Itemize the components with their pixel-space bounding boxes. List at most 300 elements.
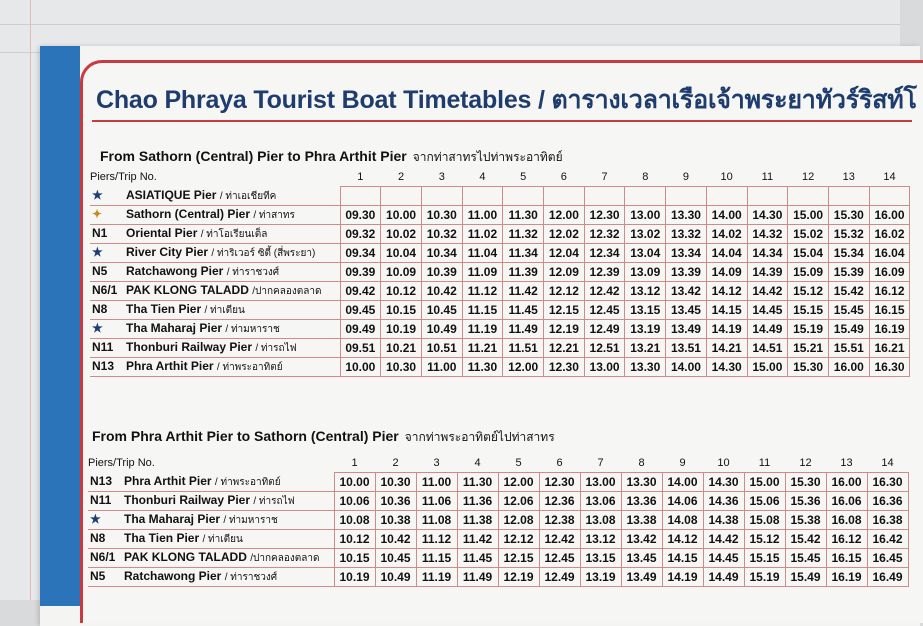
trip-number: 14	[881, 457, 894, 469]
departure-time: 11.30	[503, 206, 544, 225]
pier-cell	[90, 187, 340, 206]
departure-time: 14.19	[706, 320, 747, 339]
departure-time: 13.51	[666, 339, 707, 358]
departure-time: 12.02	[544, 225, 585, 244]
table-row	[90, 187, 910, 206]
pier-cell	[88, 492, 334, 511]
departure-time: 13.34	[666, 244, 707, 263]
departure-time: 16.12	[826, 530, 867, 549]
departure-time: 13.30	[666, 206, 707, 225]
departure-time: 12.00	[503, 358, 544, 377]
departure-time: 11.04	[462, 244, 503, 263]
departure-time: 10.00	[334, 473, 375, 492]
departure-time: 12.51	[584, 339, 625, 358]
pier-code: N6/1	[90, 550, 116, 564]
departure-time: 14.04	[706, 244, 747, 263]
departure-time: 15.30	[785, 473, 826, 492]
departure-time: 16.02	[869, 225, 910, 244]
header-label: Piers/Trip No.	[90, 171, 157, 184]
trip-number: 1	[357, 171, 364, 183]
pier-cell	[90, 282, 340, 301]
pier-name-thai: / ท่าสาทร	[253, 210, 295, 221]
departure-time: 14.12	[662, 530, 703, 549]
pier-name-thai: / ท่าราชวงศ์	[226, 267, 280, 278]
departure-time	[584, 187, 625, 206]
pier-name: Tha Maharaj Pier	[124, 512, 221, 526]
section1-title-en: From Sathorn (Central) Pier to Phra Arthit Pier	[100, 148, 407, 164]
departure-time: 10.08	[334, 511, 375, 530]
departure-time: 15.49	[828, 320, 869, 339]
section1-title	[100, 148, 563, 167]
departure-time	[625, 187, 666, 206]
pier-cell	[88, 473, 334, 492]
table-row	[88, 473, 908, 492]
departure-time: 12.39	[584, 263, 625, 282]
departure-time: 16.36	[867, 492, 908, 511]
departure-time: 15.36	[785, 492, 826, 511]
departure-time: 10.45	[421, 301, 462, 320]
departure-time: 15.09	[788, 263, 829, 282]
table-row	[90, 225, 910, 244]
trip-number: 4	[479, 171, 486, 183]
departure-time: 11.36	[457, 492, 498, 511]
departure-time: 11.51	[503, 339, 544, 358]
departure-time: 13.00	[580, 473, 621, 492]
star-icon: ★	[90, 512, 101, 526]
margin-line	[30, 0, 31, 600]
trip-number: 2	[397, 171, 405, 183]
departure-time: 12.08	[498, 511, 539, 530]
departure-time: 16.06	[826, 492, 867, 511]
departure-time	[747, 187, 788, 206]
pier-code: N5	[92, 264, 108, 278]
departure-time: 14.30	[703, 473, 744, 492]
pier-name: Phra Arthit Pier	[124, 473, 212, 488]
departure-time: 11.15	[416, 549, 457, 568]
star-icon: ★	[92, 187, 103, 202]
page-title: Chao Phraya Tourist Boat Timetables / ตารางเวลาเรือเจ้าพระยาทัวร์ริสท์โ	[96, 86, 917, 114]
departure-time: 13.02	[625, 225, 666, 244]
trip-number: 12	[801, 171, 815, 183]
trip-number: 1	[351, 457, 358, 469]
departure-time: 12.49	[584, 320, 625, 339]
table-row	[88, 492, 908, 511]
pier-name-thai: /ปากคลองตลาด	[250, 553, 320, 564]
departure-time: 14.12	[706, 282, 747, 301]
departure-time: 10.00	[340, 358, 381, 377]
departure-time: 12.32	[584, 225, 625, 244]
departure-time: 16.15	[826, 549, 867, 568]
departure-time: 11.49	[457, 568, 498, 587]
pier-cell	[90, 301, 340, 320]
departure-time: 11.00	[462, 206, 503, 225]
pier-name: Oriental Pier	[126, 226, 198, 240]
departure-time: 15.06	[744, 492, 785, 511]
departure-time	[340, 187, 381, 206]
departure-time: 12.04	[544, 244, 585, 263]
departure-time: 11.42	[457, 530, 498, 549]
pier-name: ASIATIQUE Pier	[126, 187, 217, 202]
departure-time: 09.45	[340, 301, 381, 320]
section2-title-en: From Phra Arthit Pier to Sathorn (Central) Pier	[92, 428, 399, 444]
departure-time: 14.42	[703, 530, 744, 549]
departure-time: 12.42	[584, 282, 625, 301]
departure-time: 13.00	[584, 358, 625, 377]
departure-time: 12.12	[498, 530, 539, 549]
departure-time: 14.02	[706, 225, 747, 244]
departure-time: 14.45	[703, 549, 744, 568]
departure-time: 14.49	[703, 568, 744, 587]
pier-cell	[88, 511, 334, 530]
departure-time: 13.21	[625, 339, 666, 358]
departure-time: 13.15	[625, 301, 666, 320]
departure-time: 15.21	[788, 339, 829, 358]
star-icon: ★	[92, 321, 103, 335]
trip-number: 13	[840, 457, 853, 469]
sathorn-logo-icon: ✦	[92, 207, 103, 221]
departure-time: 14.51	[747, 339, 788, 358]
table-header-row	[88, 454, 908, 473]
pier-cell	[88, 549, 334, 568]
departure-time: 13.19	[580, 568, 621, 587]
departure-time: 13.38	[621, 511, 662, 530]
section2-title-th: จากท่าพระอาทิตย์ไปท่าสาทร	[404, 430, 555, 444]
departure-time: 16.04	[869, 244, 910, 263]
departure-time: 12.49	[539, 568, 580, 587]
trip-number: 9	[679, 457, 686, 469]
departure-time: 10.49	[421, 320, 462, 339]
pier-name: Ratchawong Pier	[124, 569, 222, 583]
pier-cell	[90, 225, 340, 244]
pier-cell	[90, 339, 340, 358]
departure-time: 14.15	[706, 301, 747, 320]
pier-name: Tha Maharaj Pier	[126, 321, 223, 335]
departure-time: 13.30	[625, 358, 666, 377]
pier-name: River City Pier	[126, 245, 209, 259]
departure-time: 12.30	[544, 358, 585, 377]
departure-time: 16.15	[869, 301, 910, 320]
pier-name-thai: / ท่าราชวงศ์	[224, 572, 278, 583]
departure-time	[421, 187, 462, 206]
departure-time: 12.45	[584, 301, 625, 320]
pier-name: Tha Tien Pier	[124, 531, 200, 545]
departure-time: 10.12	[381, 282, 422, 301]
departure-time: 14.06	[662, 492, 703, 511]
departure-time: 14.08	[662, 511, 703, 530]
pier-name-thai: / ท่ามหาราช	[225, 324, 280, 335]
departure-time: 09.34	[340, 244, 381, 263]
departure-time: 15.15	[744, 549, 785, 568]
departure-time: 14.19	[662, 568, 703, 587]
departure-time: 10.06	[334, 492, 375, 511]
departure-time: 15.30	[828, 206, 869, 225]
trip-number: 8	[638, 457, 645, 469]
departure-time: 15.32	[828, 225, 869, 244]
departure-time: 10.42	[421, 282, 462, 301]
departure-time: 13.42	[666, 282, 707, 301]
departure-time: 13.09	[625, 263, 666, 282]
pier-cell	[88, 530, 334, 549]
table-row	[90, 282, 910, 301]
departure-time: 10.38	[375, 511, 416, 530]
departure-time: 15.49	[785, 568, 826, 587]
departure-time: 15.00	[744, 473, 785, 492]
departure-time: 16.38	[867, 511, 908, 530]
departure-time: 14.00	[662, 473, 703, 492]
departure-time	[462, 187, 503, 206]
departure-time: 16.30	[867, 473, 908, 492]
departure-time: 13.08	[580, 511, 621, 530]
departure-time: 14.38	[703, 511, 744, 530]
pier-name: Tha Tien Pier	[126, 302, 202, 316]
pier-name-thai: /ปากคลองตลาด	[252, 286, 322, 297]
trip-number: 6	[556, 457, 563, 469]
departure-time: 12.19	[498, 568, 539, 587]
departure-time: 15.19	[744, 568, 785, 587]
departure-time: 16.00	[869, 206, 910, 225]
departure-time: 14.30	[706, 358, 747, 377]
departure-time: 13.15	[580, 549, 621, 568]
section1-title-th: จากท่าสาทรไปท่าพระอาทิตย์	[412, 150, 563, 164]
departure-time: 11.12	[462, 282, 503, 301]
departure-time: 13.12	[580, 530, 621, 549]
departure-time: 16.19	[869, 320, 910, 339]
departure-time: 16.12	[869, 282, 910, 301]
departure-time: 11.45	[503, 301, 544, 320]
departure-time: 14.45	[747, 301, 788, 320]
departure-time: 16.42	[867, 530, 908, 549]
departure-time: 13.49	[666, 320, 707, 339]
departure-time: 14.34	[747, 244, 788, 263]
pier-cell	[90, 244, 340, 263]
departure-time: 11.00	[421, 358, 462, 377]
departure-time: 11.02	[462, 225, 503, 244]
departure-time: 10.49	[375, 568, 416, 587]
departure-time: 10.36	[375, 492, 416, 511]
pier-code: N13	[92, 359, 115, 373]
departure-time: 11.19	[416, 568, 457, 587]
departure-time	[788, 187, 829, 206]
departure-time: 11.42	[503, 282, 544, 301]
departure-time: 12.30	[539, 473, 580, 492]
trip-number: 11	[761, 171, 774, 183]
departure-time: 10.32	[421, 225, 462, 244]
departure-time: 11.12	[416, 530, 457, 549]
departure-time	[503, 187, 544, 206]
departure-time: 09.51	[340, 339, 381, 358]
departure-time: 12.42	[539, 530, 580, 549]
departure-time: 16.45	[867, 549, 908, 568]
departure-time: 11.09	[462, 263, 503, 282]
departure-time: 10.02	[381, 225, 422, 244]
table-row	[90, 358, 910, 377]
departure-time: 09.32	[340, 225, 381, 244]
departure-time: 14.00	[666, 358, 707, 377]
departure-time: 11.39	[503, 263, 544, 282]
trip-number: 5	[515, 457, 522, 469]
departure-time	[828, 187, 869, 206]
pier-code: N8	[90, 531, 106, 545]
section2-title	[92, 428, 555, 447]
departure-time: 14.32	[747, 225, 788, 244]
title-rule	[92, 120, 912, 122]
departure-time: 13.30	[621, 473, 662, 492]
departure-time: 12.45	[539, 549, 580, 568]
pier-code: N1	[92, 226, 108, 240]
departure-time: 15.15	[788, 301, 829, 320]
pier-name-thai: / ท่ารถไฟ	[255, 343, 297, 354]
departure-time: 15.08	[744, 511, 785, 530]
table-row	[88, 568, 908, 587]
departure-time: 10.00	[381, 206, 422, 225]
table-row	[88, 530, 908, 549]
pier-name-thai: / ท่าเตียน	[202, 534, 243, 545]
departure-time: 15.42	[785, 530, 826, 549]
table-row	[88, 549, 908, 568]
departure-time: 14.30	[747, 206, 788, 225]
departure-time: 10.15	[334, 549, 375, 568]
departure-time: 13.19	[625, 320, 666, 339]
departure-time: 15.12	[788, 282, 829, 301]
trip-number: 4	[474, 457, 481, 469]
departure-time: 13.42	[621, 530, 662, 549]
departure-time: 11.45	[457, 549, 498, 568]
pier-name-thai: / ท่ามหาราช	[223, 515, 278, 526]
departure-time: 14.42	[747, 282, 788, 301]
departure-time: 11.06	[416, 492, 457, 511]
trip-number: 6	[560, 171, 567, 183]
departure-time: 11.21	[462, 339, 503, 358]
departure-time: 10.04	[381, 244, 422, 263]
departure-time	[869, 187, 910, 206]
departure-time: 12.00	[544, 206, 585, 225]
departure-time	[666, 187, 707, 206]
departure-time	[381, 187, 422, 206]
departure-time: 10.19	[381, 320, 422, 339]
trip-number: 3	[433, 457, 440, 469]
trip-number: 12	[799, 457, 812, 469]
departure-time: 10.45	[375, 549, 416, 568]
trip-number: 13	[842, 171, 855, 183]
departure-time: 13.06	[580, 492, 621, 511]
pier-name-thai: / ท่ารถไฟ	[253, 496, 295, 507]
departure-time: 16.49	[867, 568, 908, 587]
departure-time: 14.36	[703, 492, 744, 511]
departure-time: 12.34	[584, 244, 625, 263]
departure-time: 11.30	[462, 358, 503, 377]
pier-code: N8	[92, 302, 108, 316]
pier-code: N11	[92, 340, 114, 354]
departure-time: 16.19	[826, 568, 867, 587]
pier-name: Ratchawong Pier	[126, 264, 224, 278]
pier-cell	[90, 206, 340, 225]
trip-number: 9	[682, 171, 690, 183]
departure-time: 11.00	[416, 473, 457, 492]
trip-number: 7	[597, 457, 604, 469]
pier-code: N6/1	[92, 283, 118, 297]
departure-time: 11.49	[503, 320, 544, 339]
trip-number: 3	[438, 171, 445, 183]
departure-time	[544, 187, 585, 206]
departure-time: 09.39	[340, 263, 381, 282]
pier-cell	[90, 263, 340, 282]
departure-time: 13.45	[666, 301, 707, 320]
pier-name-thai: / ท่าพระอาทิตย์	[216, 362, 283, 373]
departure-time: 11.38	[457, 511, 498, 530]
departure-time: 10.51	[421, 339, 462, 358]
departure-time: 12.36	[539, 492, 580, 511]
departure-time: 12.38	[539, 511, 580, 530]
timetable-sathorn-to-phra-arthit	[90, 168, 910, 377]
departure-time: 15.38	[785, 511, 826, 530]
departure-time: 15.45	[785, 549, 826, 568]
departure-time: 11.34	[503, 244, 544, 263]
trip-number: 5	[520, 171, 527, 183]
pier-name: Phra Arthit Pier	[126, 359, 214, 373]
trip-number: 11	[758, 457, 771, 469]
departure-time: 15.34	[828, 244, 869, 263]
pier-name: PAK KLONG TALADD	[126, 283, 249, 297]
departure-time: 15.45	[828, 301, 869, 320]
departure-time: 14.39	[747, 263, 788, 282]
departure-time: 15.42	[828, 282, 869, 301]
table-row	[90, 206, 910, 225]
departure-time: 14.15	[662, 549, 703, 568]
ruled-line	[0, 24, 900, 25]
departure-time: 13.00	[625, 206, 666, 225]
departure-time: 16.08	[826, 511, 867, 530]
departure-time: 13.12	[625, 282, 666, 301]
departure-time	[706, 187, 747, 206]
departure-time: 11.32	[503, 225, 544, 244]
departure-time: 14.09	[706, 263, 747, 282]
departure-time: 16.30	[869, 358, 910, 377]
departure-time: 16.00	[826, 473, 867, 492]
pier-code: N5	[90, 569, 106, 583]
blue-edge-strip	[40, 46, 80, 606]
trip-number: 7	[601, 171, 608, 183]
departure-time: 15.12	[744, 530, 785, 549]
departure-time: 12.30	[584, 206, 625, 225]
star-icon: ★	[92, 245, 103, 259]
departure-time: 11.08	[416, 511, 457, 530]
departure-time: 10.30	[421, 206, 462, 225]
departure-time: 15.04	[788, 244, 829, 263]
trip-number: 14	[883, 171, 896, 183]
pier-name: Sathorn (Central) Pier	[126, 207, 251, 221]
departure-time: 10.09	[381, 263, 422, 282]
departure-time: 10.12	[334, 530, 375, 549]
departure-time: 13.36	[621, 492, 662, 511]
trip-number: 10	[717, 457, 730, 469]
departure-time: 15.00	[747, 358, 788, 377]
table-row	[90, 320, 910, 339]
departure-time: 14.49	[747, 320, 788, 339]
departure-time: 15.02	[788, 225, 829, 244]
trip-number: 2	[392, 457, 399, 469]
pier-name-thai: / ท่าโอเรียนเต็ล	[200, 229, 268, 240]
departure-time: 10.30	[375, 473, 416, 492]
departure-time: 15.30	[788, 358, 829, 377]
trip-number: 8	[642, 171, 649, 183]
departure-time: 11.19	[462, 320, 503, 339]
departure-time: 14.00	[706, 206, 747, 225]
departure-time: 12.15	[498, 549, 539, 568]
pier-cell	[90, 320, 340, 339]
departure-time: 16.00	[828, 358, 869, 377]
departure-time: 12.12	[544, 282, 585, 301]
departure-time: 12.19	[544, 320, 585, 339]
